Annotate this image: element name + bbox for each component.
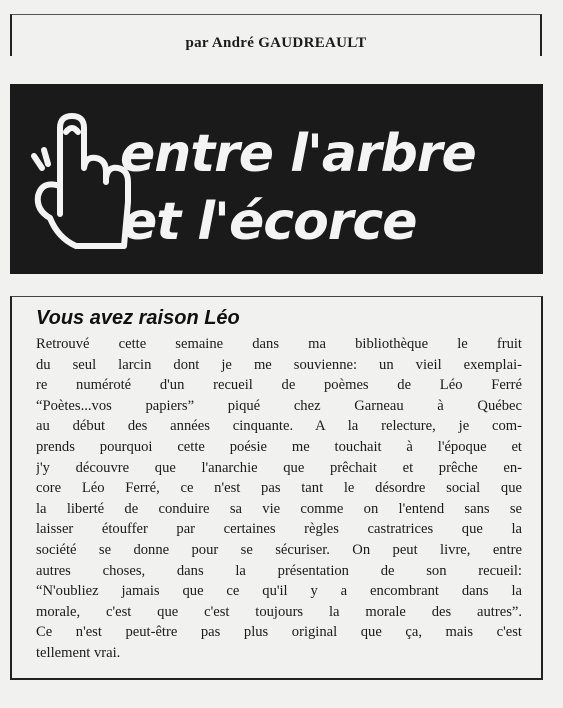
article-body-line: tellement vrai. (36, 644, 121, 661)
article-body-line: autres choses, dans la présentation de son recueil: (36, 562, 522, 579)
article-headline: Vous avez raison Léo (36, 307, 240, 329)
article-body (36, 334, 522, 664)
article-body-line: la liberté de conduire sa vie comme on l'entend sans se (36, 500, 522, 517)
article-body-line: core Léo Ferré, ce n'est pas tant le désordre social que (36, 480, 522, 497)
article-body-line: j'y découvre que l'anarchie que prêchait et prêche en- (36, 459, 522, 476)
banner-title-line-2: et l'écorce (122, 192, 417, 252)
banner-title-line-1: entre l'arbre (120, 124, 476, 184)
article-body-line: laisser étouffer par certaines règles castratrices que la (36, 521, 522, 538)
article-body-line: Ce n'est peut-être pas plus original que ça, mais c'est (36, 624, 522, 641)
article-body-line: “N'oubliez jamais que ce qu'il y a encombrant dans la (36, 583, 522, 600)
article-body-line: “Poètes...vos papiers” piqué chez Garneau à Québec (36, 397, 522, 414)
byline-box (10, 14, 542, 56)
article-body-line: morale, c'est que c'est toujours la morale des autres”. (36, 603, 522, 620)
article-body-line: Retrouvé cette semaine dans ma bibliothèque le fruit (36, 336, 522, 352)
article-body-line: société se donne pour se sécuriser. On peut livre, entre (36, 541, 522, 558)
article-body-line: re numéroté d'un recueil de poèmes de Léo Ferré (36, 377, 522, 394)
byline: par André GAUDREAULT (185, 35, 367, 51)
article-body-line: prends pourquoi cette poésie me touchait à l'époque et (36, 438, 522, 455)
article-body-line: au début des années cinquante. A la relecture, je com- (36, 418, 522, 435)
article-box (10, 296, 543, 680)
column-banner (10, 84, 543, 274)
article-body-line: du seul larcin dont je me souvienne: un vieil exemplai- (36, 356, 522, 373)
